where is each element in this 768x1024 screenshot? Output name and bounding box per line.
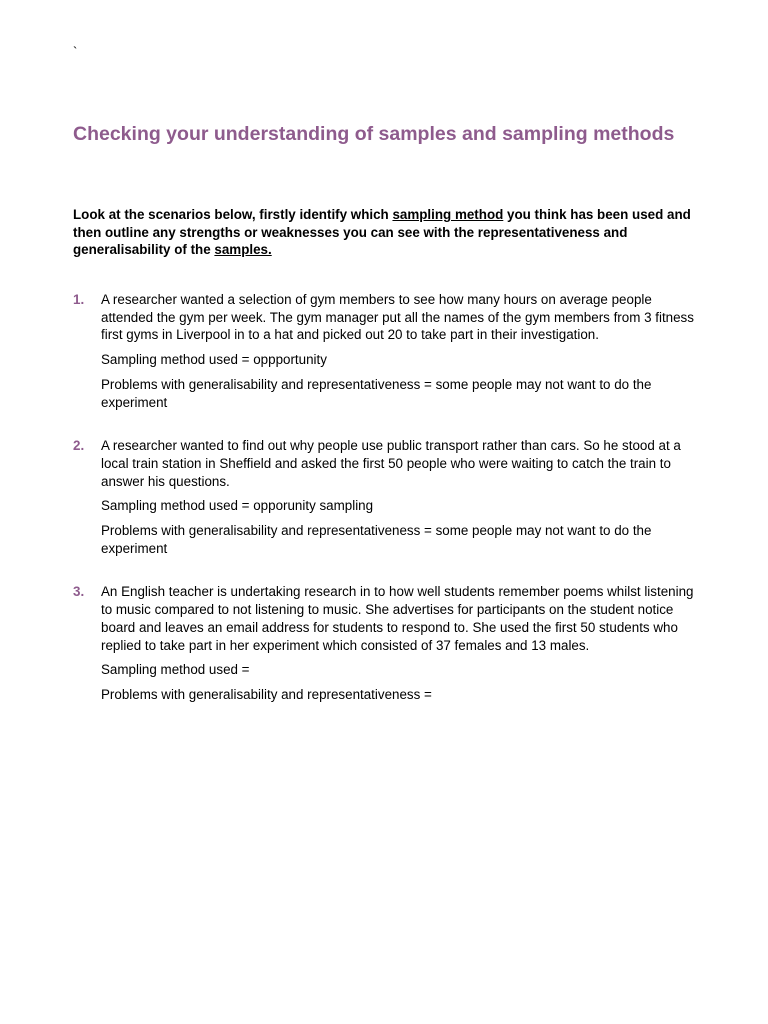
sampling-method-answer: Sampling method used = opporunity sampling [101, 498, 374, 514]
scenario-list [73, 291, 698, 730]
header-mark: ` [73, 44, 78, 59]
scenario-number: 2. [73, 438, 85, 454]
sampling-method-answer: Sampling method used = oppportunity [101, 352, 327, 368]
scenario-text: An English teacher is undertaking research in to how well students remember poems whilst listening to music compared to not listening to music. She advertises for participants on the student notice board and leaves an email address for students to respond to. She used the first 50 students who replied to take part in her experiment which consisted of 37 females and 13 males. [101, 584, 694, 653]
scenario-item-3 [73, 583, 698, 703]
intro-paragraph [73, 206, 693, 259]
problems-answer: Problems with generalisability and representativeness = some people may not want to do the experiment [101, 523, 652, 556]
scenario-text: A researcher wanted a selection of gym members to see how many hours on average people attended the gym per week. The gym manager put all the names of the gym members from 3 fitness first gyms in Liverpool in to a hat and picked out 20 to take part in their investigation. [101, 292, 694, 343]
problems-answer: Problems with generalisability and representativeness = [101, 686, 432, 702]
page-title: Checking your understanding of samples and sampling methods [73, 123, 675, 145]
scenario-item-1 [73, 291, 698, 411]
scenario-item-2 [73, 437, 698, 557]
scenario-number: 1. [73, 292, 85, 307]
intro-text-2: you think has been used and then outline any strengths or weaknesses you can see with the representativeness and generalisability of the [73, 207, 691, 258]
problems-answer: Problems with generalisability and representativeness = some people may not want to do the experiment [101, 376, 652, 410]
intro-term-samples: samples. [214, 242, 272, 258]
intro-text-1: Look at the scenarios below, firstly identify which [73, 207, 393, 222]
intro-term-sampling-method: sampling method [392, 207, 504, 222]
sampling-method-answer: Sampling method used = [101, 662, 250, 678]
scenario-text: A researcher wanted to find out why people use public transport rather than cars. So he stood at a local train station in Sheffield and asked the first 50 people who were waiting to catch the train to answer his questions. [101, 438, 681, 489]
scenario-number: 3. [73, 584, 85, 600]
